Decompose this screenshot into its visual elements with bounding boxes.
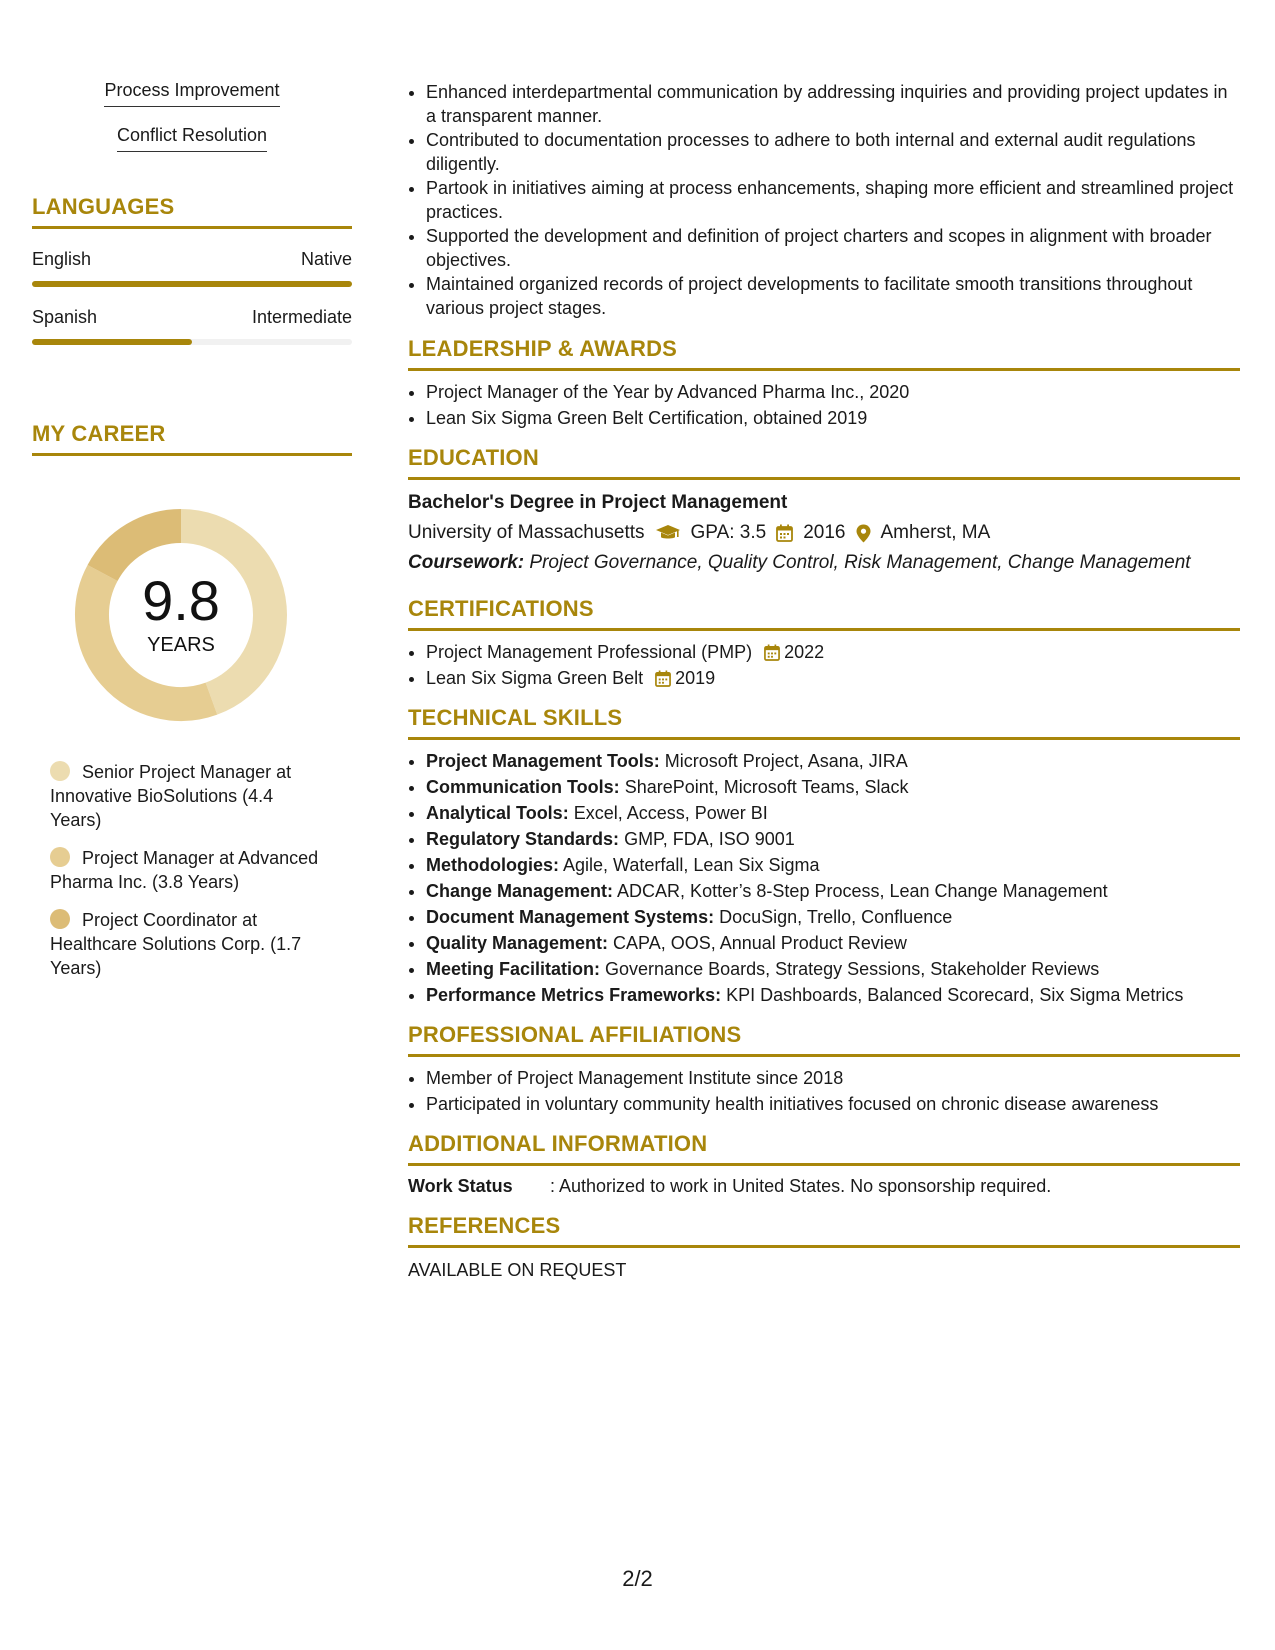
languages-title: LANGUAGES: [32, 194, 352, 229]
legend-dot: [50, 847, 70, 867]
list-item: • Project Management Professional (PMP) 2022: [426, 639, 1240, 665]
language-level: Native: [300, 249, 352, 269]
language-name: Spanish: [32, 307, 98, 327]
list-item: • Lean Six Sigma Green Belt Certification, obtained 2019: [426, 405, 1240, 431]
list-item: • Supported the development and definition of project charters and scopes in alignment with broader objectives.: [426, 224, 1240, 272]
list-item: • Contributed to documentation processes to adhere to both internal and external audit regulations diligently.: [426, 128, 1240, 176]
list-item: • Meeting Facilitation: Governance Boards, Strategy Sessions, Stakeholder Reviews: [426, 956, 1240, 982]
school-name: University of Massachusetts: [408, 522, 645, 543]
certifications-list: [408, 639, 1240, 691]
coursework: Coursework: Project Governance, Quality Control, Risk Management, Change Management: [408, 552, 1191, 573]
career-donut-chart: [66, 500, 296, 730]
career-unit: YEARS: [147, 634, 215, 656]
calendar-icon: [776, 524, 793, 542]
list-item: • Document Management Systems: DocuSign, Trello, Confluence: [426, 904, 1240, 930]
list-item: • Project Management Tools: Microsoft Project, Asana, JIRA: [426, 748, 1240, 774]
language-bar: [32, 339, 352, 345]
language-item: [32, 249, 352, 287]
leadership-list: [408, 379, 1240, 431]
career-legend-item: Project Coordinator at Healthcare Solutions Corp. (1.7 Years): [50, 910, 302, 978]
list-item: • Participated in voluntary community health initiatives focused on chronic disease awareness: [426, 1091, 1240, 1117]
list-item: • Member of Project Management Institute since 2018: [426, 1065, 1240, 1091]
certifications-title: CERTIFICATIONS: [408, 596, 1240, 631]
list-item: • Change Management: ADCAR, Kotter’s 8-Step Process, Lean Change Management: [426, 878, 1240, 904]
language-bar-fill: [32, 339, 192, 345]
legend-dot: [50, 909, 70, 929]
skill-tag: Conflict Resolution: [32, 125, 352, 152]
language-name: English: [32, 249, 92, 269]
language-level: Intermediate: [251, 307, 352, 327]
language-bar: [32, 281, 352, 287]
graduation-cap-icon: [655, 524, 681, 542]
list-item: • Methodologies: Agile, Waterfall, Lean Six Sigma: [426, 852, 1240, 878]
technical-skills-title: TECHNICAL SKILLS: [408, 705, 1240, 740]
list-item: • Partook in initiatives aiming at process enhancements, shaping more efficient and streamlined project practices.: [426, 176, 1240, 224]
language-bar-fill: [32, 281, 352, 287]
career-legend: [32, 760, 320, 980]
references-title: REFERENCES: [408, 1213, 1240, 1248]
education-details: [408, 522, 1240, 544]
calendar-icon: [764, 644, 780, 661]
experience-bullets: [408, 80, 1240, 320]
references-text: AVAILABLE ON REQUEST: [408, 1260, 627, 1280]
list-item: • Performance Metrics Frameworks: KPI Dashboards, Balanced Scorecard, Six Sigma Metrics: [426, 982, 1240, 1008]
affiliations-title: PROFESSIONAL AFFILIATIONS: [408, 1022, 1240, 1057]
work-status-row: [408, 1176, 1240, 1197]
right-column: [408, 80, 1240, 1281]
list-item: • Maintained organized records of project developments to facilitate smooth transitions throughout various project stages.: [426, 272, 1240, 320]
degree-name: Bachelor's Degree in Project Management: [408, 492, 788, 513]
location-pin-icon: [856, 524, 871, 543]
list-item: • Regulatory Standards: GMP, FDA, ISO 9001: [426, 826, 1240, 852]
school-location: Amherst, MA: [880, 522, 991, 543]
legend-dot: [50, 761, 70, 781]
additional-info-title: ADDITIONAL INFORMATION: [408, 1131, 1240, 1166]
list-item: • Enhanced interdepartmental communication by addressing inquiries and providing project updates in a transparent manner.: [426, 80, 1240, 128]
left-column: [32, 80, 352, 994]
calendar-icon: [655, 670, 671, 687]
list-item: • Lean Six Sigma Green Belt 2019: [426, 665, 1240, 691]
list-item: • Communication Tools: SharePoint, Microsoft Teams, Slack: [426, 774, 1240, 800]
list-item: • Project Manager of the Year by Advanced Pharma Inc., 2020: [426, 379, 1240, 405]
graduation-year: 2016: [803, 522, 846, 543]
leadership-title: LEADERSHIP & AWARDS: [408, 336, 1240, 371]
career-total: 9.8: [142, 569, 220, 632]
language-item: [32, 307, 352, 345]
affiliations-list: [408, 1065, 1240, 1117]
career-title: MY CAREER: [32, 421, 352, 456]
career-legend-item: Senior Project Manager at Innovative BioSolutions (4.4 Years): [50, 762, 292, 830]
skill-tag: Process Improvement: [32, 80, 352, 107]
education-title: EDUCATION: [408, 445, 1240, 480]
page-number: 2/2: [622, 1566, 653, 1591]
list-item: • Analytical Tools: Excel, Access, Power BI: [426, 800, 1240, 826]
career-legend-item: Project Manager at Advanced Pharma Inc. (3.8 Years): [50, 848, 319, 892]
list-item: • Quality Management: CAPA, OOS, Annual Product Review: [426, 930, 1240, 956]
work-status-label: Work Status: [408, 1176, 513, 1196]
gpa: GPA: 3.5: [690, 522, 767, 543]
career-donut-segment: [103, 526, 181, 573]
work-status-value: : Authorized to work in United States. No sponsorship required.: [550, 1176, 1052, 1196]
technical-skills-list: [408, 748, 1240, 1008]
